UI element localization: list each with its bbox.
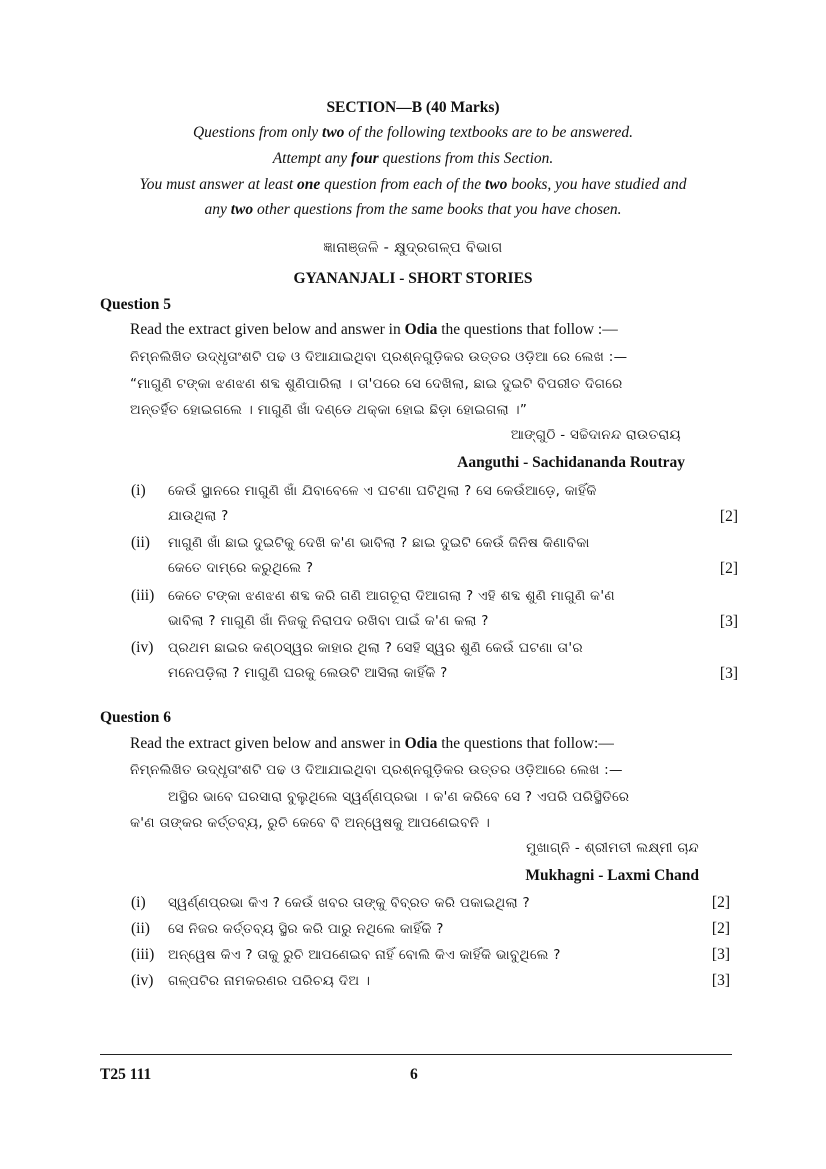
question-5-extract-line-1: “ମାଗୁଣି ଟଙ୍କା ଝଣଝଣ ଶବ୍ଦ ଶୁଣିପାରିଲା । ତା'ପରେ ସେ ଦେଖିଲା, ଛାଇ ଦୁଇଟି ବିପରୀତ ଦିଗରେ bbox=[130, 376, 623, 392]
item-text: ଗଳ୍ପଟିର ନାମକରଣର ପରିଚୟ ଦିଅ । bbox=[168, 973, 371, 989]
item-text-line-1: ମାଗୁଣି ଖାଁ ଛାଇ ଦୁଇଟିକୁ ଦେଖି କ'ଣ ଭାବିଲା ? ଛାଇ ଦୁଇଟି କେଉଁ ଜିନିଷ କିଣାବିକା bbox=[168, 535, 590, 551]
instruction-line-2: Attempt any four questions from this Section. bbox=[272, 150, 554, 167]
item-text-line-2: ମନେପଡ଼ିଲା ? ମାଗୁଣି ଘରକୁ ଲେଉଟି ଆସିଲା କାହିଁକି ? bbox=[168, 665, 448, 681]
question-6-intro: Read the extract given below and answer in Odia the questions that follow:— bbox=[130, 735, 614, 752]
item-number: (ii) bbox=[131, 920, 150, 937]
item-marks: [3] bbox=[719, 613, 738, 630]
item-marks: [2] bbox=[719, 508, 738, 525]
footer-paper-code: T25 111 bbox=[100, 1066, 152, 1083]
question-6-extract-line-2: କ'ଣ ତାଙ୍କର କର୍ତ୍ତବ୍ୟ, ରୁଚି କେବେ ବି ଅନ୍ୱେଷକୁ ଆପଣେଇବନି । bbox=[130, 815, 491, 831]
item-marks: [3] bbox=[711, 972, 730, 989]
question-6-source: Mukhagni - Laxmi Chand bbox=[525, 867, 699, 884]
question-5-extract-line-2: ଅନ୍ତର୍ହିତ ହୋଇଗଲେ । ମାଗୁଣି ଖାଁ ଦଣ୍ଡେ ଥକ୍କା ହୋଇ ଛିଡ଼ା ହୋଇଗଲା ।” bbox=[130, 402, 528, 418]
item-marks: [2] bbox=[711, 920, 730, 937]
item-marks: [3] bbox=[711, 946, 730, 963]
question-6-odia-intro: ନିମ୍ନଲିଖିତ ଉଦ୍ଧୃତାଂଶଟି ପଢ ଓ ଦିଆଯାଇଥିବା ପ୍ରଶ୍ନଗୁଡ଼ିକର ଉତ୍ତର ଓଡ଼ିଆରେ ଲେଖ :— bbox=[130, 762, 623, 778]
item-marks: [2] bbox=[719, 560, 738, 577]
item-text-line-1: କେତେ ଟଙ୍କା ଝଣଝଣ ଶବ୍ଦ କରି ଗଣି ଆଗଚୂରା ଦିଆଗଲା ? ଏହି ଶବ୍ଦ ଶୁଣି ମାଗୁଣି କ'ଣ bbox=[168, 588, 615, 604]
book-title: GYANANJALI - SHORT STORIES bbox=[293, 270, 533, 287]
section-title: SECTION—B (40 Marks) bbox=[326, 99, 500, 116]
item-text-line-2: ଯାଉଥିଲା ? bbox=[168, 508, 229, 524]
item-number: (iii) bbox=[131, 946, 155, 963]
book-odia-title: ଜ୍ଞାନାଞ୍ଜଳି - କ୍ଷୁଦ୍ରଗଳ୍ପ ବିଭାଗ bbox=[323, 240, 503, 256]
footer-divider bbox=[100, 1054, 732, 1055]
question-6-heading: Question 6 bbox=[100, 709, 172, 726]
question-5-source: Aanguthi - Sachidananda Routray bbox=[457, 454, 685, 471]
item-marks: [2] bbox=[711, 894, 730, 911]
item-marks: [3] bbox=[719, 665, 738, 682]
item-text-line-1: ପ୍ରଥମ ଛାଇର କଣ୍ଠସ୍ୱର କାହାର ଥିଲା ? ସେହି ସ୍ୱର ଶୁଣି କେଉଁ ଘଟଣା ତା'ର bbox=[168, 640, 583, 656]
item-text-line-2: କେତେ ଦାମ୍‌ରେ କରୁଥିଲେ ? bbox=[168, 560, 314, 576]
question-6-extract-line-1: ଅସ୍ଥିର ଭାବେ ଘରସାରା ବୁଲୁଥିଲେ ସ୍ୱର୍ଣ୍ଣପ୍ରଭା । କ'ଣ କରିବେ ସେ ? ଏପରି ପରିସ୍ଥିତିରେ bbox=[168, 789, 630, 805]
instruction-line-3: You must answer at least one question from each of the two books, you have studied and bbox=[139, 176, 687, 193]
item-number: (iv) bbox=[131, 972, 154, 989]
instruction-line-4: any two other questions from the same books that you have chosen. bbox=[204, 201, 622, 218]
item-number: (ii) bbox=[131, 534, 150, 551]
question-5-heading: Question 5 bbox=[100, 296, 172, 313]
instruction-line-1: Questions from only two of the following textbooks are to be answered. bbox=[192, 124, 633, 141]
item-number: (i) bbox=[131, 894, 146, 911]
item-text: ଅନ୍ୱେଷ କିଏ ? ତାକୁ ରୁଚି ଆପଣେଇବ ନାହିଁ ବୋଲି କିଏ କାହିଁକି ଭାବୁଥିଲେ ? bbox=[168, 947, 561, 963]
item-number: (i) bbox=[131, 482, 146, 499]
question-5-odia-intro: ନିମ୍ନଲିଖିତ ଉଦ୍ଧୃତାଂଶଟି ପଢ ଓ ଦିଆଯାଇଥିବା ପ୍ରଶ୍ନଗୁଡ଼ିକର ଉତ୍ତର ଓଡ଼ିଆ ରେ ଲେଖ :— bbox=[130, 349, 628, 365]
item-text: ସ୍ୱର୍ଣ୍ଣପ୍ରଭା କିଏ ? କେଉଁ ଖବର ତାଙ୍କୁ ବିବ୍ରତ କରି ପକାଇଥିଲା ? bbox=[168, 895, 530, 911]
item-text-line-2: ଭାବିଲା ? ମାଗୁଣି ଖାଁ ନିଜକୁ ନିରାପଦ ରଖିବା ପାଇଁ କ'ଣ କଲା ? bbox=[168, 613, 489, 629]
item-text: ସେ ନିଜର କର୍ତ୍ତବ୍ୟ ସ୍ଥିର କରି ପାରୁ ନଥିଲେ କାହିଁକି ? bbox=[168, 921, 444, 937]
question-5-source-odia: ଆଙ୍ଗୁଠି - ସଚ୍ଚିଦାନନ୍ଦ ରାଉତରାୟ bbox=[510, 427, 681, 443]
footer-page-number: 6 bbox=[410, 1066, 418, 1083]
question-6-source-odia: ମୁଖାଗ୍ନି - ଶ୍ରୀମତୀ ଲକ୍ଷ୍ମୀ ଚାନ୍ଦ bbox=[526, 840, 699, 856]
question-5-intro: Read the extract given below and answer in Odia the questions that follow :— bbox=[130, 321, 618, 338]
item-number: (iv) bbox=[131, 639, 154, 656]
item-number: (iii) bbox=[131, 587, 155, 604]
item-text-line-1: କେଉଁ ସ୍ଥାନରେ ମାଗୁଣି ଖାଁ ଯିବାବେଳେ ଏ ଘଟଣା ଘଟିଥିଲା ? ସେ କେଉଁଆଡ଼େ, କାହିଁକି bbox=[168, 483, 597, 499]
